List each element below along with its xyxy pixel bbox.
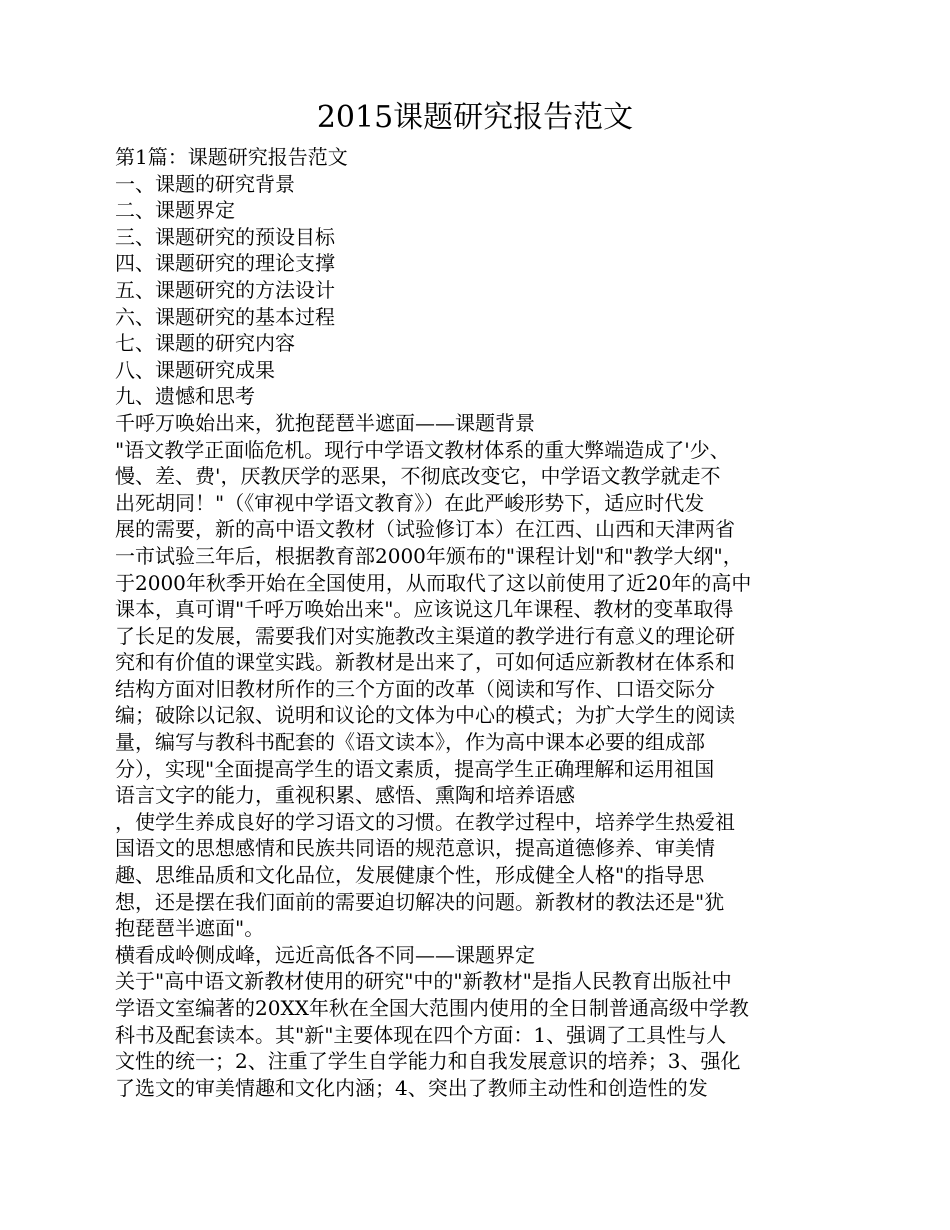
- paragraph-line: 慢、差、费'，厌教厌学的恶果，不彻底改变它，中学语文教学就走不: [115, 464, 721, 489]
- paragraph-line: 编；破除以记叙、说明和议论的文体为中心的模式；为扩大学生的阅读: [115, 703, 735, 728]
- paragraph-line: 想，还是摆在我们面前的需要迫切解决的问题。新教材的教法还是"犹: [115, 889, 725, 914]
- toc-item-2: 二、课题界定: [115, 198, 235, 223]
- paragraph-line: 分），实现"全面提高学生的语文素质，提高学生正确理解和运用祖国: [115, 756, 715, 781]
- toc-item-7: 七、课题的研究内容: [115, 331, 295, 356]
- document-body: [115, 144, 855, 1101]
- paragraph-line: 学语文室编著的20XX年秋在全国大范围内使用的全日制普通高级中学教: [115, 996, 749, 1020]
- paragraph-line: 科书及配套读本。其"新"主要体现在四个方面：1、强调了工具性与人: [115, 1022, 727, 1047]
- paragraph-line: 展的需要，新的高中语文教材（试验修订本）在江西、山西和天津两省: [115, 517, 735, 542]
- paragraph-line: 国语文的思想感情和民族共同语的规范意识，提高道德修养、审美情: [115, 836, 715, 861]
- toc-item-3: 三、课题研究的预设目标: [115, 224, 335, 249]
- paragraph-line: 于2000年秋季开始在全国使用，从而取代了这以前使用了近20年的高中: [115, 570, 752, 595]
- paragraph-line: 抱琵琶半遮面"。: [115, 916, 265, 941]
- paragraph-line: 趣、思维品质和文化品位，发展健康个性，形成健全人格"的指导思: [115, 863, 705, 888]
- paragraph-line: 了选文的审美情趣和文化内涵；4、突出了教师主动性和创造性的发: [115, 1075, 708, 1100]
- paragraph-line: 课本，真可谓"千呼万唤始出来"。应该说这几年课程、教材的变革取得: [115, 597, 734, 622]
- document-title: 2015课题研究报告范文: [316, 100, 634, 135]
- paragraph-line: 究和有价值的课堂实践。新教材是出来了，可如何适应新教材在体系和: [115, 650, 735, 675]
- toc-item-5: 五、课题研究的方法设计: [115, 277, 335, 302]
- paragraph-line: "语文教学正面临危机。现行中学语文教材体系的重大弊端造成了'少、: [115, 437, 730, 462]
- paragraph-line: 出死胡同！"（《审视中学语文教育》）在此严峻形势下，适应时代发: [115, 490, 705, 515]
- toc-item-6: 六、课题研究的基本过程: [115, 304, 335, 329]
- toc-item-8: 八、课题研究成果: [115, 357, 275, 382]
- paragraph-line: ，使学生养成良好的学习语文的习惯。在教学过程中，培养学生热爱祖: [115, 809, 735, 834]
- paragraph-line: 结构方面对旧教材所作的三个方面的改革（阅读和写作、口语交际分: [115, 676, 715, 701]
- toc-item-1: 一、课题的研究背景: [115, 171, 295, 196]
- section-heading-background: 千呼万唤始出来，犹抱琵琶半遮面——课题背景: [115, 410, 535, 435]
- paragraph-line: 语言文字的能力，重视积累、感悟、熏陶和培养语感: [115, 783, 575, 808]
- paragraph-line: 关于"高中语文新教材使用的研究"中的"新教材"是指人民教育出版社中: [115, 969, 732, 994]
- section-heading-definition: 横看成岭侧成峰，远近高低各不同——课题界定: [115, 942, 535, 967]
- toc-heading: 第1篇：课题研究报告范文: [115, 145, 348, 169]
- toc-item-9: 九、遗憾和思考: [115, 384, 255, 409]
- paragraph-line: 文性的统一；2、注重了学生自学能力和自我发展意识的培养；3、强化: [115, 1049, 741, 1074]
- paragraph-line: 量，编写与教科书配套的《语文读本》，作为高中课本必要的组成部: [115, 730, 705, 755]
- toc-item-4: 四、课题研究的理论支撑: [115, 251, 335, 276]
- paragraph-line: 一市试验三年后，根据教育部2000年颁布的"课程计划"和"教学大纲"，: [115, 543, 743, 568]
- paragraph-line: 了长足的发展，需要我们对实施教改主渠道的教学进行有意义的理论研: [115, 623, 735, 648]
